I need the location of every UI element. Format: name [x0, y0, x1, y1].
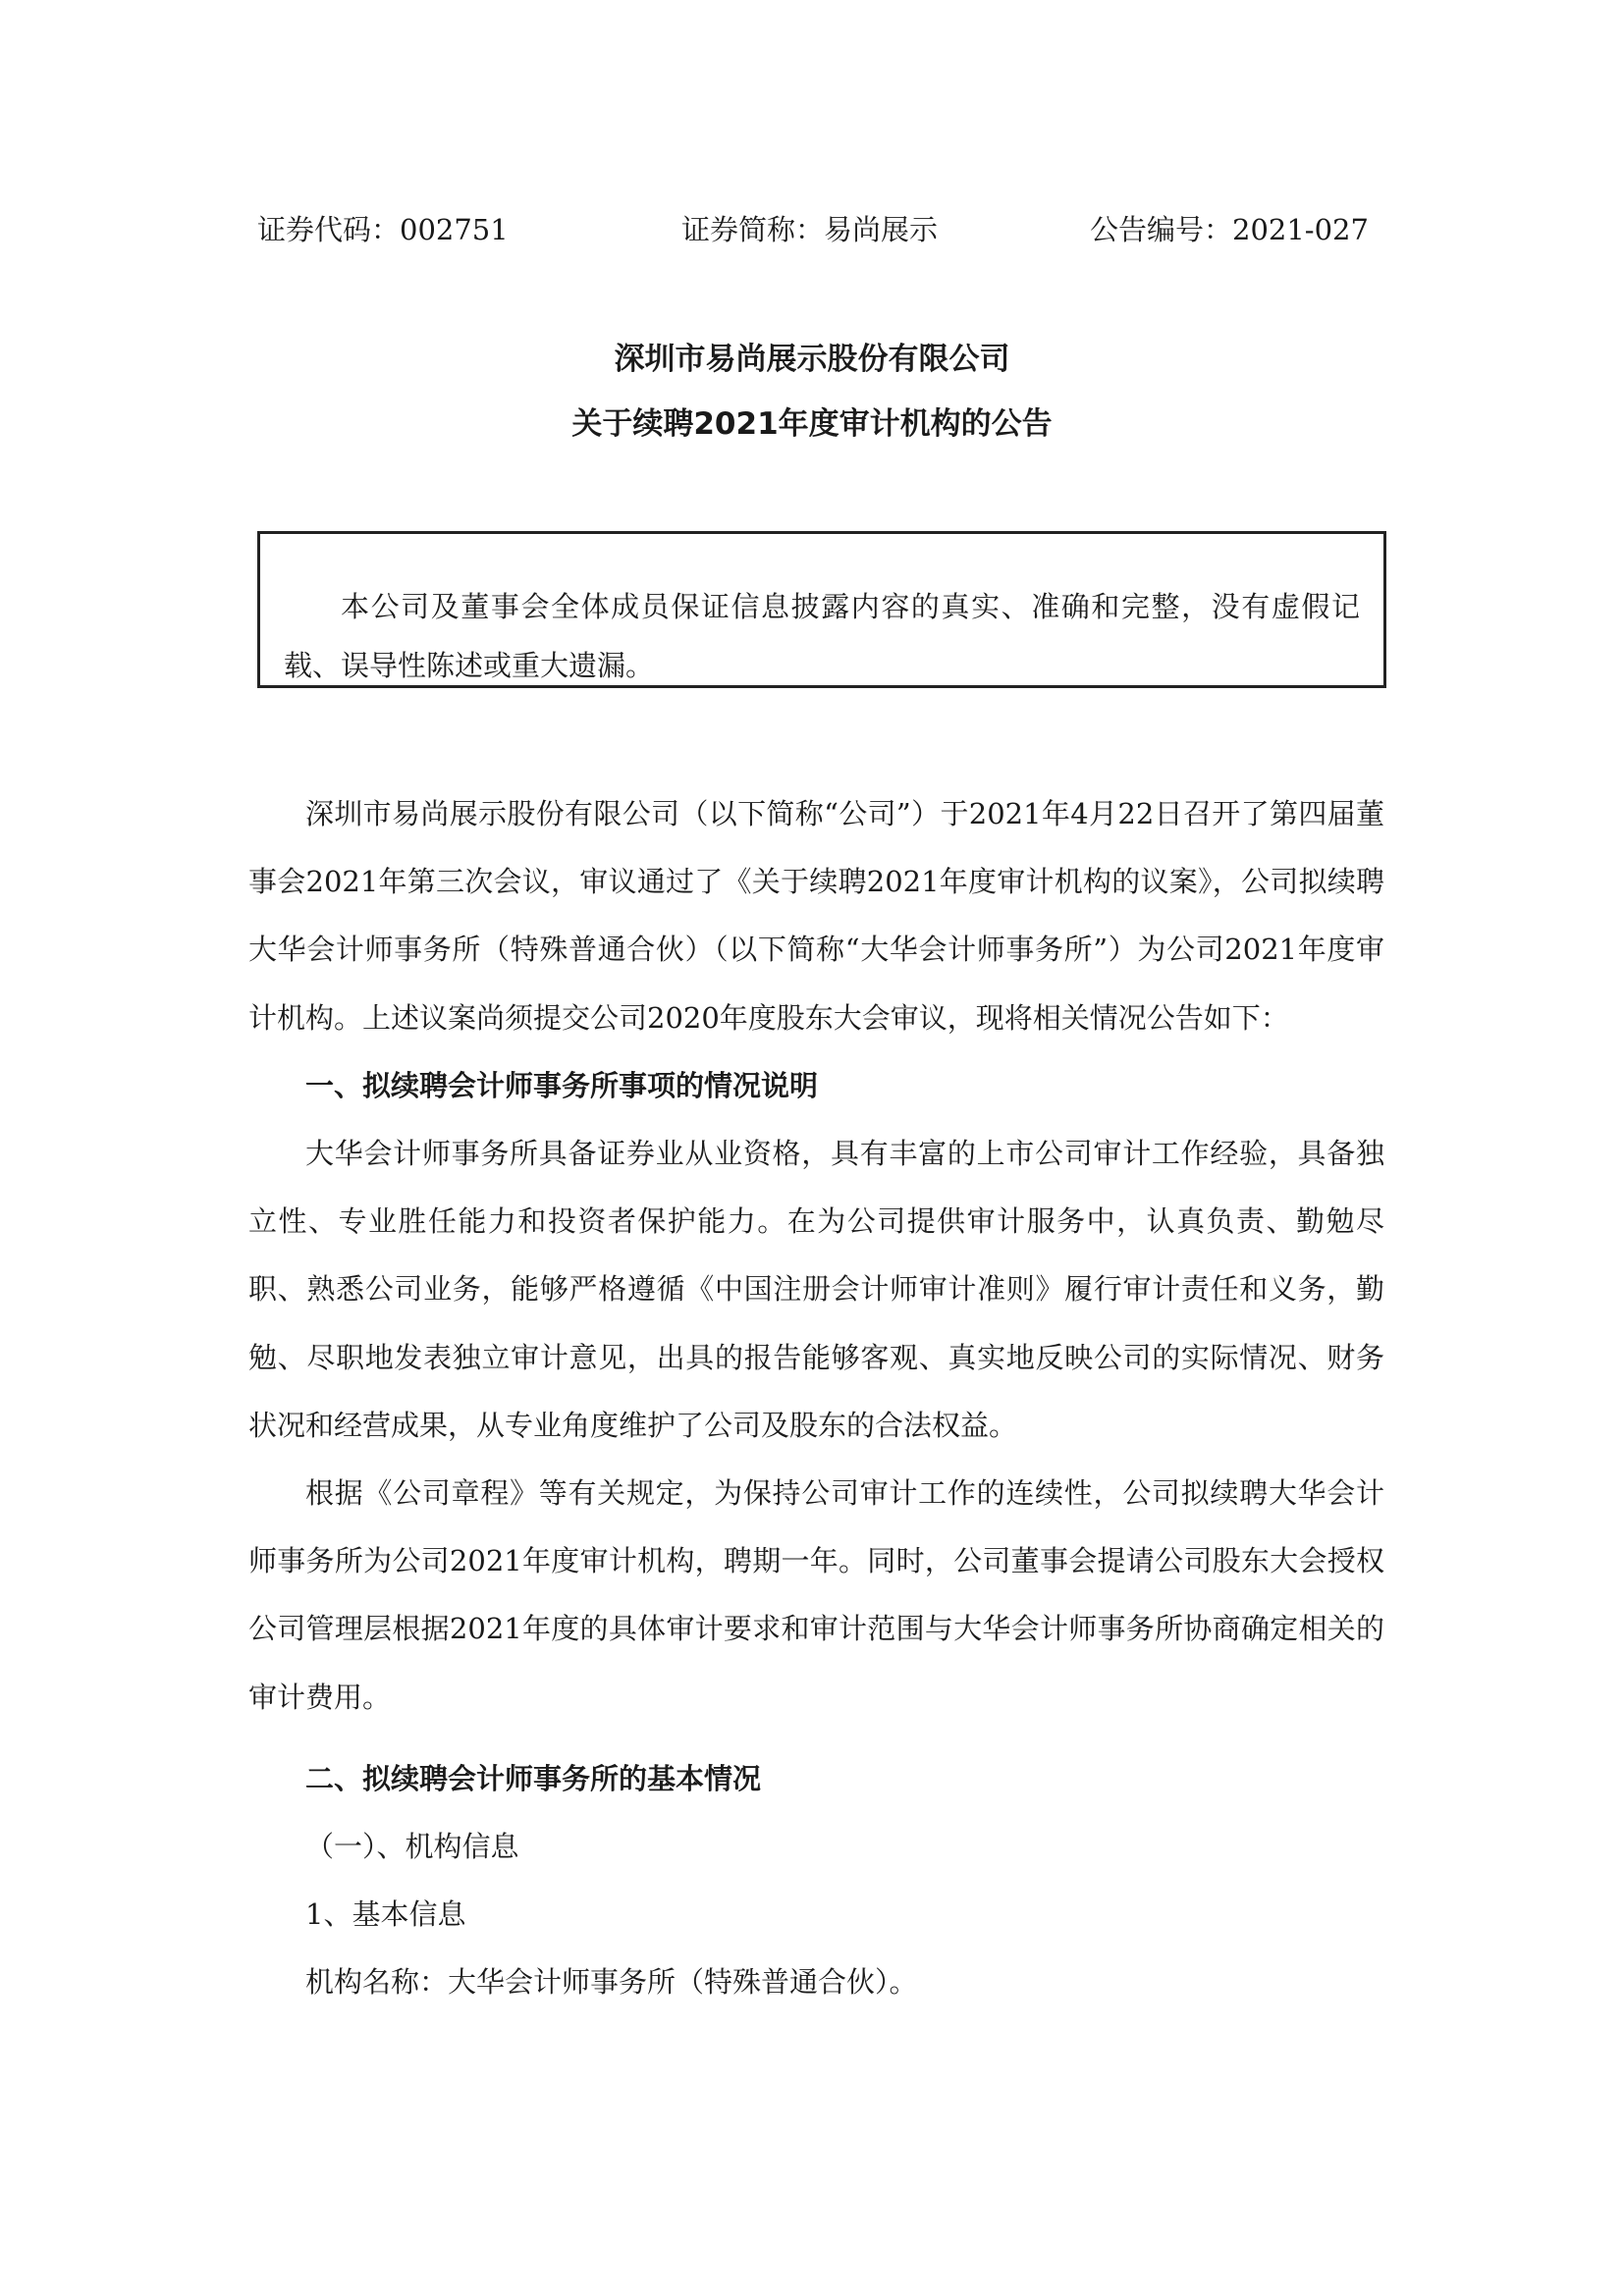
stock-name: 证券简称：易尚展示: [681, 213, 939, 246]
section-1-paragraph-2: 根据《公司章程》等有关规定，为保持公司审计工作的连续性，公司拟续聘大华会计师事务所为公司2021年度审计机构，聘期一年。同时，公司董事会提请公司股东大会授权公司管理层根据2021年度的具体审计要求和审计范围与大华会计师事务所协商确定相关的审计费用。: [248, 1476, 1384, 1714]
disclosure-notice-box: 本公司及董事会全体成员保证信息披露内容的真实、准确和完整，没有虚假记载、误导性陈述或重大遗漏。: [257, 531, 1386, 688]
company-title: 深圳市易尚展示股份有限公司: [614, 342, 1010, 377]
stock-code: 证券代码：002751: [257, 213, 509, 246]
announcement-title: 关于续聘2021年度审计机构的公告: [571, 406, 1053, 442]
subsection-heading: （一）、机构信息: [305, 1830, 519, 1864]
announcement-number: 公告编号：2021-027: [1090, 213, 1369, 246]
document-header: [0, 208, 1624, 251]
announcement-body: [248, 780, 1384, 2017]
institution-name-line: 机构名称：大华会计师事务所（特殊普通合伙）。: [305, 1965, 918, 2000]
section-heading-2: 二、拟续聘会计师事务所的基本情况: [305, 1761, 762, 1795]
section-heading-1: 一、拟续聘会计师事务所事项的情况说明: [305, 1068, 819, 1102]
item-heading: 1、基本信息: [305, 1897, 466, 1932]
intro-paragraph: 深圳市易尚展示股份有限公司（以下简称“公司”）于2021年4月22日召开了第四届董事会2021年第三次会议，审议通过了《关于续聘2021年度审计机构的议案》，公司拟续聘大华会计师事务所（特殊普通合伙）（以下简称“大华会计师事务所”）为公司2021年度审计机构。上述议案尚须提交公司2020年度股东大会审议，现将相关情况公告如下：: [248, 797, 1384, 1035]
section-1-paragraph-1: 大华会计师事务所具备证券业从业资格，具有丰富的上市公司审计工作经验，具备独立性、专业胜任能力和投资者保护能力。在为公司提供审计服务中，认真负责、勤勉尽职、熟悉公司业务，能够严格遵循《中国注册会计师审计准则》履行审计责任和义务，勤勉、尽职地发表独立审计意见，出具的报告能够客观、真实地反映公司的实际情况、财务状况和经营成果，从专业角度维护了公司及股东的合法权益。: [248, 1137, 1384, 1442]
